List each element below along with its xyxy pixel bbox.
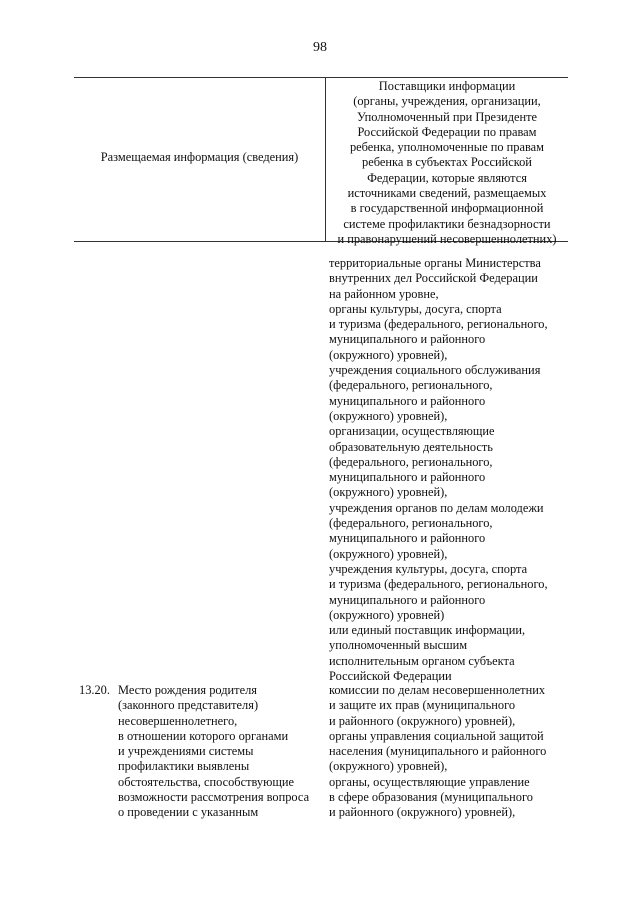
cell-text-line: (окружного) уровней),: [329, 759, 448, 774]
cell-text-line: муниципального и районного: [329, 393, 486, 408]
cell-text-line: организации, осуществляющие: [329, 424, 495, 439]
column-header-info: Размещаемая информация (сведения): [100, 150, 299, 164]
header-text-line: ребенка в субъектах Российской: [362, 155, 532, 170]
cell-text-line: в отношении которого органами: [118, 728, 289, 743]
cell-text-line: Место рождения родителя: [118, 683, 257, 697]
header-text-line: в государственной информационной: [350, 201, 544, 216]
cell-text-line: и защите их прав (муниципального: [329, 698, 516, 713]
cell-text-line: и районного (окружного) уровней),: [329, 713, 516, 728]
cell-text-line: учреждения культуры, досуга, спорта: [329, 561, 528, 576]
cell-text-line: (окружного) уровней): [329, 607, 445, 622]
cell-text-line: внутренних дел Российской Федерации: [329, 271, 538, 286]
column-header-suppliers: [326, 79, 568, 247]
header-text-line: и правонарушений несовершеннолетних): [337, 231, 557, 246]
row-info-cell: [118, 683, 323, 821]
suppliers-continuation-cell: [329, 256, 569, 684]
cell-text-line: учреждения органов по делам молодежи: [329, 500, 544, 515]
cell-text-line: уполномоченный высшим: [329, 638, 468, 653]
cell-text-line: профилактики выявлены: [118, 759, 250, 774]
page-number: 98: [313, 40, 327, 55]
cell-text-line: муниципального и районного: [329, 592, 486, 607]
row-number: 13.20.: [79, 683, 110, 697]
cell-text-line: (окружного) уровней),: [329, 485, 448, 500]
cell-text-line: (окружного) уровней),: [329, 347, 448, 362]
header-text-line: Поставщики информации: [378, 79, 516, 93]
cell-text-line: и туризма (федерального, регионального,: [329, 577, 548, 592]
cell-text-line: комиссии по делам несовершеннолетних: [329, 683, 546, 697]
header-text-line: источниками сведений, размещаемых: [347, 186, 547, 201]
header-text-line: системе профилактики безнадзорности: [343, 216, 551, 231]
cell-text-line: органы, осуществляющие управление: [329, 774, 530, 789]
cell-text-line: (окружного) уровней),: [329, 546, 448, 561]
cell-text-line: и учреждениями системы: [118, 744, 254, 759]
cell-text-line: обстоятельства, способствующие: [118, 774, 295, 789]
table-top-rule: [74, 77, 568, 78]
cell-text-line: (окружного) уровней),: [329, 408, 448, 423]
header-text-line: Федерации, которые являются: [367, 170, 527, 185]
cell-text-line: на районном уровне,: [329, 286, 439, 301]
cell-text-line: возможности рассмотрения вопроса: [118, 790, 310, 805]
header-text-line: Уполномоченный при Президенте: [356, 109, 538, 124]
cell-text-line: (законного представителя): [118, 698, 259, 713]
cell-text-line: населения (муниципального и районного: [329, 744, 547, 759]
cell-text-line: (федерального, регионального,: [329, 378, 493, 393]
cell-text-line: муниципального и районного: [329, 332, 486, 347]
cell-text-line: органы управления социальной защитой: [329, 728, 544, 743]
cell-text-line: и туризма (федерального, регионального,: [329, 317, 548, 332]
cell-text-line: (федерального, регионального,: [329, 516, 493, 531]
cell-text-line: образовательную деятельность: [329, 439, 493, 454]
cell-text-line: о проведении с указанным: [118, 805, 259, 820]
cell-text-line: муниципального и районного: [329, 531, 486, 546]
cell-text-line: (федерального, регионального,: [329, 454, 493, 469]
cell-text-line: в сфере образования (муниципального: [329, 790, 533, 805]
cell-text-line: или единый поставщик информации,: [329, 623, 526, 638]
header-text-line: Российской Федерации по правам: [357, 124, 537, 139]
cell-text-line: учреждения социального обслуживания: [329, 363, 541, 378]
cell-text-line: органы культуры, досуга, спорта: [329, 301, 502, 316]
cell-text-line: исполнительным органом субъекта: [329, 653, 515, 668]
header-text-line: (органы, учреждения, организации,: [353, 94, 541, 109]
cell-text-line: и районного (окружного) уровней),: [329, 805, 516, 820]
cell-text-line: территориальные органы Министерства: [329, 256, 541, 270]
cell-text-line: муниципального и районного: [329, 470, 486, 485]
cell-text-line: Российской Федерации: [329, 669, 452, 684]
cell-text-line: несовершеннолетнего,: [118, 713, 238, 728]
header-text-line: ребенка, уполномоченные по правам: [349, 140, 545, 155]
row-suppliers-cell: [329, 683, 569, 821]
